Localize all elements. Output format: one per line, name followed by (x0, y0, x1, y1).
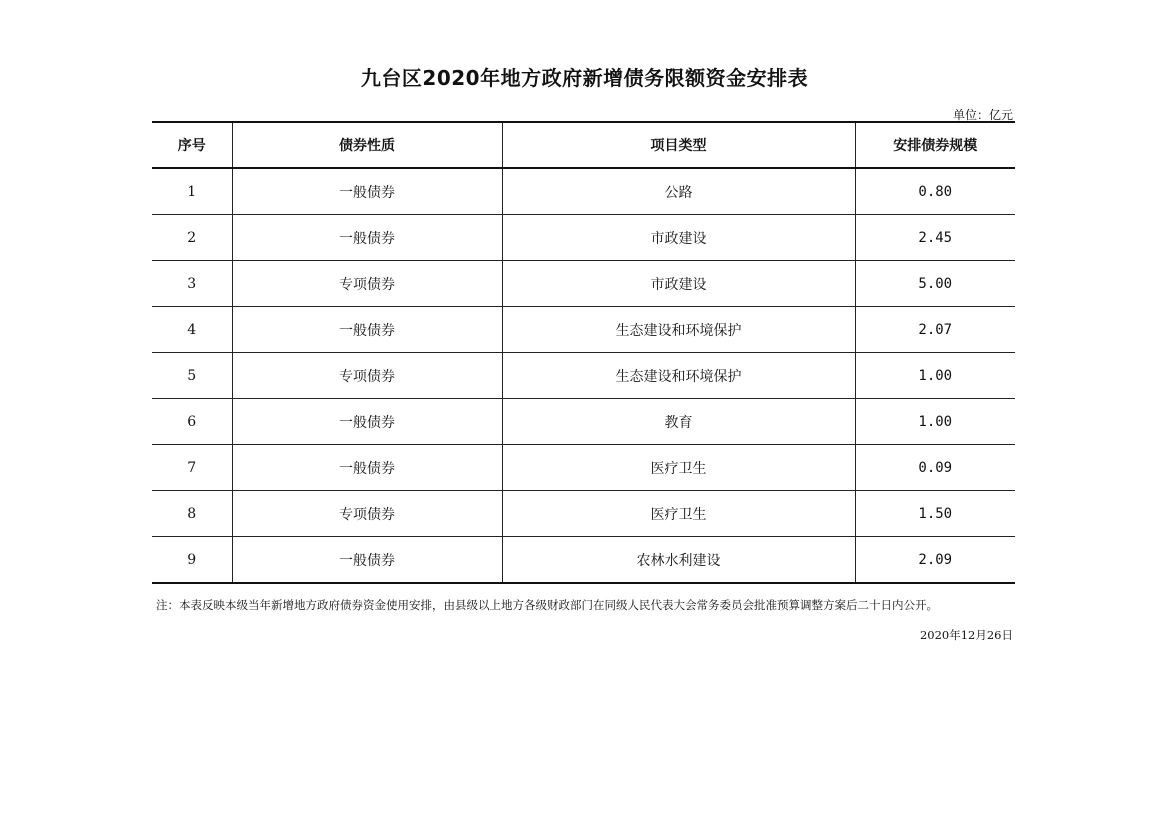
cell-bond-nature: 一般债券 (232, 168, 502, 215)
cell-bond-nature: 一般债券 (232, 215, 502, 261)
cell-bond-scale: 5.00 (855, 261, 1015, 307)
debt-allocation-table (152, 121, 1015, 584)
table-row (152, 353, 1015, 399)
cell-project-type: 农林水利建设 (502, 537, 855, 584)
table-row (152, 537, 1015, 584)
cell-project-type: 医疗卫生 (502, 445, 855, 491)
header-row (152, 122, 1015, 168)
cell-project-type: 生态建设和环境保护 (502, 353, 855, 399)
cell-bond-nature: 一般债券 (232, 399, 502, 445)
cell-bond-nature: 专项债券 (232, 353, 502, 399)
header-bond-scale: 安排债券规模 (855, 122, 1015, 168)
cell-bond-scale: 1.00 (855, 353, 1015, 399)
cell-bond-nature: 一般债券 (232, 307, 502, 353)
cell-bond-scale: 1.00 (855, 399, 1015, 445)
cell-project-type: 教育 (502, 399, 855, 445)
table-row (152, 215, 1015, 261)
table-row (152, 491, 1015, 537)
cell-bond-scale: 2.09 (855, 537, 1015, 584)
table-row (152, 168, 1015, 215)
header-serial: 序号 (152, 122, 232, 168)
cell-bond-scale: 2.45 (855, 215, 1015, 261)
cell-bond-nature: 专项债券 (232, 261, 502, 307)
table-row (152, 445, 1015, 491)
page-title: 九台区2020年地方政府新增债务限额资金安排表 (360, 66, 809, 90)
cell-project-type: 市政建设 (502, 215, 855, 261)
cell-serial: 4 (152, 307, 232, 353)
cell-serial: 6 (152, 399, 232, 445)
cell-bond-scale: 1.50 (855, 491, 1015, 537)
cell-bond-nature: 专项债券 (232, 491, 502, 537)
document-date: 2020年12月26日 (919, 628, 1013, 642)
cell-bond-scale: 0.09 (855, 445, 1015, 491)
table-header (152, 122, 1015, 168)
header-bond-nature: 债券性质 (232, 122, 502, 168)
unit-label: 单位：亿元 (952, 108, 1013, 122)
header-project-type: 项目类型 (502, 122, 855, 168)
footnote: 注：本表反映本级当年新增地方政府债券资金使用安排，由县级以上地方各级财政部门在同级人民代表大会常务委员会批准预算调整方案后二十日内公开。 (156, 598, 938, 612)
cell-serial: 3 (152, 261, 232, 307)
cell-serial: 8 (152, 491, 232, 537)
cell-bond-nature: 一般债券 (232, 445, 502, 491)
cell-serial: 1 (152, 168, 232, 215)
cell-serial: 7 (152, 445, 232, 491)
table-body (152, 168, 1015, 583)
cell-bond-scale: 2.07 (855, 307, 1015, 353)
cell-bond-scale: 0.80 (855, 168, 1015, 215)
table-row (152, 261, 1015, 307)
cell-project-type: 医疗卫生 (502, 491, 855, 537)
cell-serial: 9 (152, 537, 232, 584)
cell-project-type: 生态建设和环境保护 (502, 307, 855, 353)
table-row (152, 307, 1015, 353)
table-row (152, 399, 1015, 445)
cell-serial: 5 (152, 353, 232, 399)
cell-bond-nature: 一般债券 (232, 537, 502, 584)
cell-project-type: 市政建设 (502, 261, 855, 307)
cell-project-type: 公路 (502, 168, 855, 215)
cell-serial: 2 (152, 215, 232, 261)
